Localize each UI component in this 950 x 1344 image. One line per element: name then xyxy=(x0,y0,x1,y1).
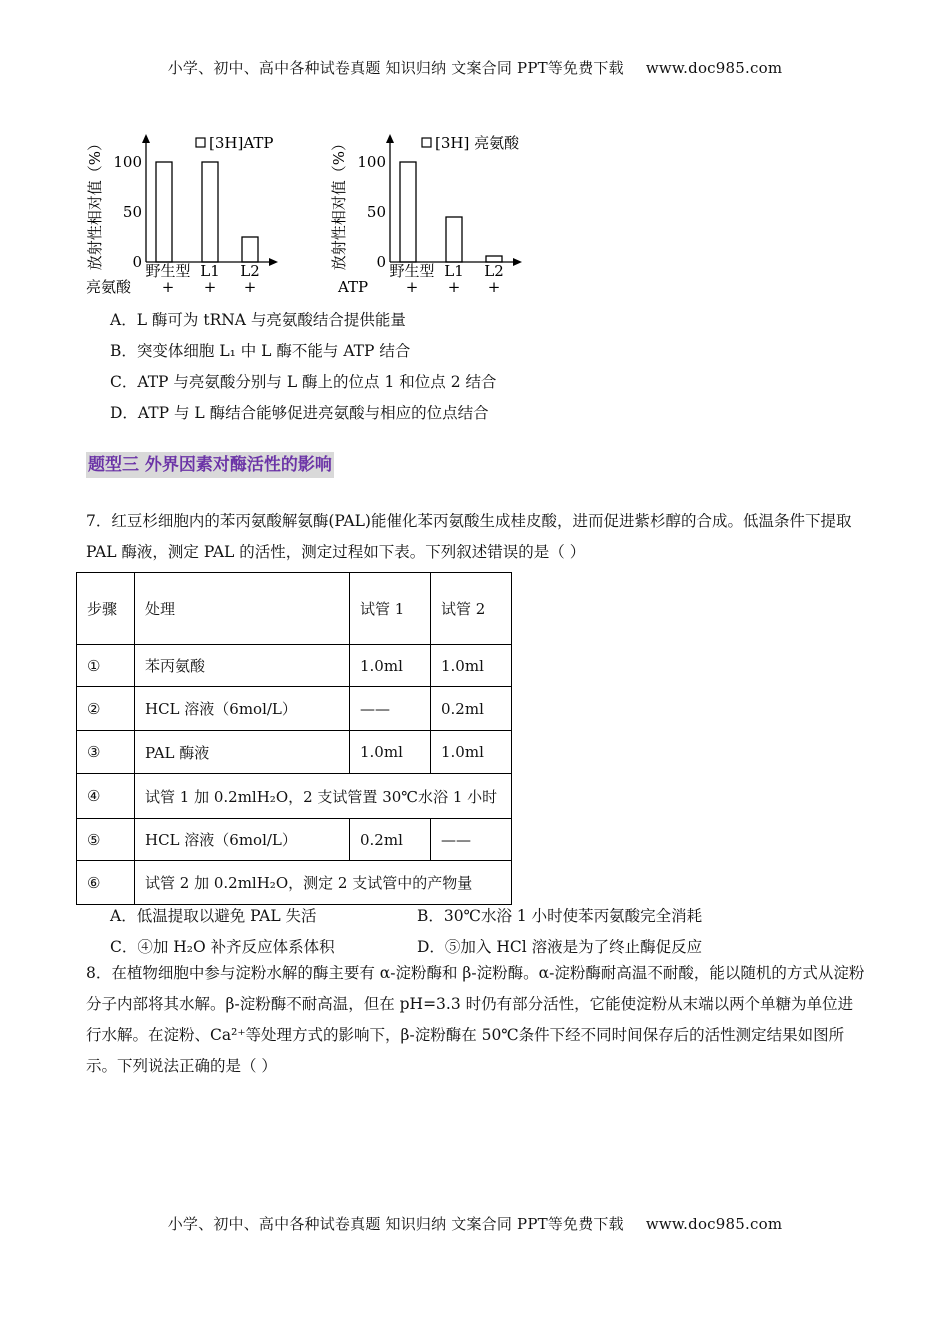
chart-2-x-arrow xyxy=(513,258,522,266)
q6-option-c[interactable]: C．ATP 与亮氨酸分别与 L 酶上的位点 1 和位点 2 结合 xyxy=(110,373,497,391)
y-tick-label: 100 xyxy=(357,153,386,171)
q7-option-b[interactable]: B．30℃水浴 1 小时使苯丙氨酸完全消耗 xyxy=(417,907,703,925)
x-tick-label: 野生型 xyxy=(389,262,435,280)
x-tick-label: L1 xyxy=(200,262,220,280)
y-tick-label: 100 xyxy=(113,153,142,171)
chart-2-y-arrow xyxy=(386,134,394,143)
bar-1 xyxy=(156,162,172,262)
table-cell: 1.0ml xyxy=(350,731,431,774)
chart-2-legend-box xyxy=(422,138,431,147)
table-cell: 1.0ml xyxy=(431,645,512,687)
table-row xyxy=(77,687,512,731)
y-tick-label: 50 xyxy=(122,203,142,221)
q7-table xyxy=(76,572,512,905)
y-tick-label: 50 xyxy=(366,203,386,221)
table-cell: ② xyxy=(77,687,135,731)
table-header-tube1: 试管 1 xyxy=(350,573,431,645)
chart-2-ylabel: 放射性相对值（%） xyxy=(330,136,348,271)
row-mark: + xyxy=(203,278,217,296)
table-cell: 试管 1 加 0.2mlH₂O，2 支试管置 30℃水浴 1 小时 xyxy=(135,774,512,819)
table-cell: 1.0ml xyxy=(350,645,431,687)
bar-3 xyxy=(242,237,258,262)
table-cell: —— xyxy=(431,819,512,861)
y-tick-label: 0 xyxy=(132,253,142,271)
table-cell: ⑤ xyxy=(77,819,135,861)
header-url[interactable]: www.doc985.com xyxy=(645,59,783,77)
chart-1-y-arrow xyxy=(142,134,150,143)
chart-1-legend-box xyxy=(196,138,205,147)
chart-2-title: [3H] 亮氨酸 xyxy=(435,134,520,152)
table-cell: ③ xyxy=(77,731,135,774)
chart-leucine xyxy=(326,126,538,298)
q7-option-d[interactable]: D．⑤加入 HCl 溶液是为了终止酶促反应 xyxy=(417,938,703,956)
table-cell: 苯丙氨酸 xyxy=(135,645,350,687)
table-cell: 0.2ml xyxy=(350,819,431,861)
x-tick-label: L2 xyxy=(484,262,504,280)
q7-stem: 7．红豆杉细胞内的苯丙氨酸解氨酶(PAL)能催化苯丙氨酸生成桂皮酸，进而促进紫杉醇的合成。低温条件下提取 PAL 酶液，测定 PAL 的活性，测定过程如下表。下列叙述错误的是（ ） xyxy=(86,512,852,561)
table-cell: 0.2ml xyxy=(431,687,512,731)
table-row xyxy=(77,819,512,861)
page-header xyxy=(0,57,950,78)
chart-1-title: [3H]ATP xyxy=(209,134,274,152)
table-cell: ④ xyxy=(77,774,135,819)
q6-option-a[interactable]: A．L 酶可为 tRNA 与亮氨酸结合提供能量 xyxy=(110,311,406,329)
row-mark: + xyxy=(243,278,257,296)
bar-1 xyxy=(400,162,416,262)
chart-1-row-label: 亮氨酸 xyxy=(86,278,132,296)
table-header-step: 步骤 xyxy=(77,573,135,645)
chart-1-ylabel: 放射性相对值（%） xyxy=(86,136,104,271)
row-mark: + xyxy=(447,278,461,296)
chart-1-x-arrow xyxy=(269,258,278,266)
x-tick-label: 野生型 xyxy=(145,262,191,280)
y-tick-label: 0 xyxy=(376,253,386,271)
x-tick-label: L1 xyxy=(444,262,464,280)
table-cell: HCL 溶液（6mol/L） xyxy=(135,819,350,861)
table-row xyxy=(77,774,512,819)
chart-atp xyxy=(82,126,292,298)
x-tick-label: L2 xyxy=(240,262,260,280)
table-row xyxy=(77,645,512,687)
table-cell: —— xyxy=(350,687,431,731)
table-header-process: 处理 xyxy=(135,573,350,645)
table-row xyxy=(77,731,512,774)
table-cell: ⑥ xyxy=(77,861,135,905)
q6-option-d[interactable]: D．ATP 与 L 酶结合能够促进亮氨酸与相应的位点结合 xyxy=(110,404,489,422)
q7-option-a[interactable]: A．低温提取以避免 PAL 失活 xyxy=(110,907,317,925)
section-title: 题型三 外界因素对酶活性的影响 xyxy=(86,452,334,478)
table-cell: ① xyxy=(77,645,135,687)
q7-option-c[interactable]: C．④加 H₂O 补齐反应体系体积 xyxy=(110,938,335,956)
bar-2 xyxy=(446,217,462,262)
table-cell: 试管 2 加 0.2mlH₂O，测定 2 支试管中的产物量 xyxy=(135,861,512,905)
row-mark: + xyxy=(161,278,175,296)
bar-2 xyxy=(202,162,218,262)
footer-text: 小学、初中、高中各种试卷真题 知识归纳 文案合同 PPT等免费下载 xyxy=(167,1215,624,1233)
table-cell: 1.0ml xyxy=(431,731,512,774)
q6-option-b[interactable]: B．突变体细胞 L₁ 中 L 酶不能与 ATP 结合 xyxy=(110,342,411,360)
table-cell: HCL 溶液（6mol/L） xyxy=(135,687,350,731)
page-footer xyxy=(0,1213,950,1234)
row-mark: + xyxy=(487,278,501,296)
q8-stem: 8．在植物细胞中参与淀粉水解的酶主要有 α-淀粉酶和 β-淀粉酶。α-淀粉酶耐高温不耐酸，能以随机的方式从淀粉分子内部将其水解。β-淀粉酶不耐高温，但在 pH=3.3 时仍有部分活性，它能使淀粉从末端以两个单糖为单位进行水解。在淀粉、Ca²⁺等处理方式的影响下，β-淀粉酶在 50℃条件下经不同时间保存后的活性测定结果如图所示。下列说法正确的是（ ） xyxy=(86,964,865,1075)
table-header-row xyxy=(77,573,512,645)
chart-2-row-label: ATP xyxy=(338,278,369,296)
row-mark: + xyxy=(405,278,419,296)
table-cell: PAL 酶液 xyxy=(135,731,350,774)
table-header-tube2: 试管 2 xyxy=(431,573,512,645)
table-row xyxy=(77,861,512,905)
header-text: 小学、初中、高中各种试卷真题 知识归纳 文案合同 PPT等免费下载 xyxy=(167,59,624,77)
footer-url[interactable]: www.doc985.com xyxy=(645,1215,783,1233)
